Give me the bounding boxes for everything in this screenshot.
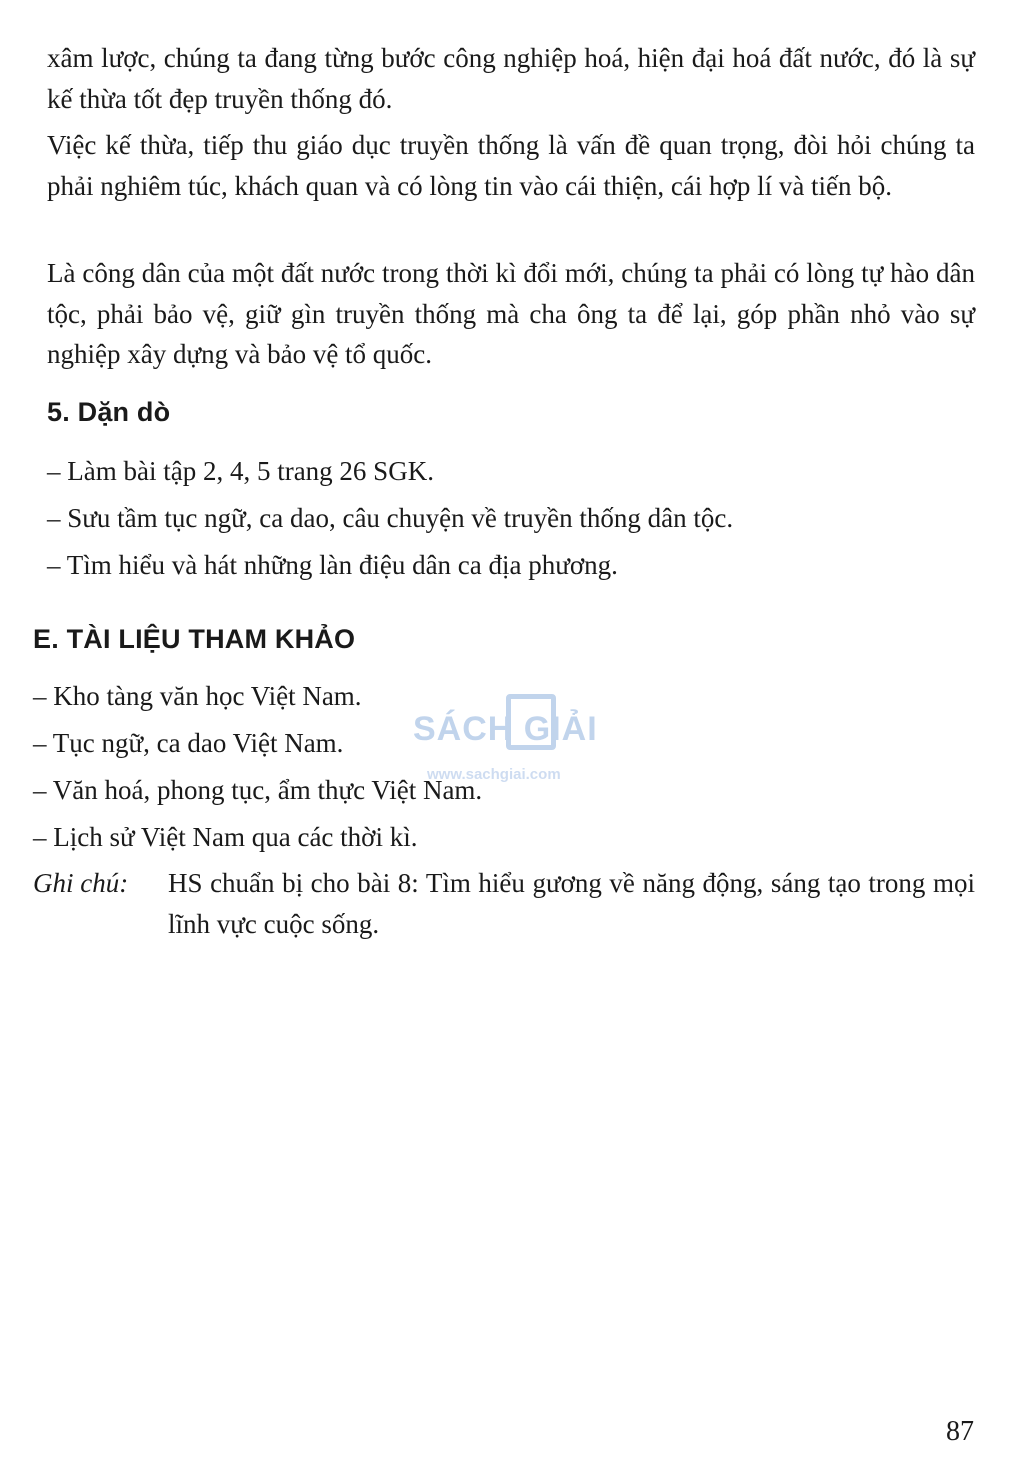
list-item: – Kho tàng văn học Việt Nam. bbox=[33, 681, 362, 711]
list-item: – Tục ngữ, ca dao Việt Nam. bbox=[33, 728, 344, 758]
page-number: 87 bbox=[946, 1416, 974, 1447]
list-item: – Tìm hiểu và hát những làn điệu dân ca địa phương. bbox=[47, 550, 618, 580]
paragraph-2: Việc kế thừa, tiếp thu giáo dục truyền thống là vấn đề quan trọng, đòi hỏi chúng ta phải nghiêm túc, khách quan và có lòng tin vào cái thiện, cái hợp lí và tiến bộ. bbox=[47, 130, 975, 201]
paragraph-3: Là công dân của một đất nước trong thời kì đổi mới, chúng ta phải có lòng tự hào dân tộc, phải bảo vệ, giữ gìn truyền thống mà cha ông ta để lại, góp phần nhỏ vào sự nghiệp xây dựng và bảo vệ tổ quốc. bbox=[47, 258, 975, 369]
section-heading-dan-do: 5. Dặn dò bbox=[47, 397, 171, 427]
note-label: Ghi chú: bbox=[33, 868, 129, 898]
note-text: HS chuẩn bị cho bài 8: Tìm hiểu gương về năng động, sáng tạo trong mọi lĩnh vực cuộc sống. bbox=[168, 868, 975, 939]
list-item: – Sưu tầm tục ngữ, ca dao, câu chuyện về truyền thống dân tộc. bbox=[47, 503, 734, 533]
watermark-box-icon bbox=[506, 694, 556, 750]
dan-do-list bbox=[47, 448, 733, 589]
watermark-text: SÁCH GIẢI bbox=[413, 710, 598, 748]
list-item: – Lịch sử Việt Nam qua các thời kì. bbox=[33, 822, 418, 852]
section-heading-tai-lieu: E. TÀI LIỆU THAM KHẢO bbox=[33, 624, 356, 654]
paragraph-1: xâm lược, chúng ta đang từng bước công nghiệp hoá, hiện đại hoá đất nước, đó là sự kế thừa tốt đẹp truyền thống đó. bbox=[47, 43, 975, 114]
tai-lieu-list bbox=[33, 673, 482, 861]
watermark-url: www.sachgiai.com bbox=[427, 766, 561, 783]
list-item: – Văn hoá, phong tục, ẩm thực Việt Nam. bbox=[33, 775, 483, 805]
list-item: – Làm bài tập 2, 4, 5 trang 26 SGK. bbox=[47, 456, 434, 486]
